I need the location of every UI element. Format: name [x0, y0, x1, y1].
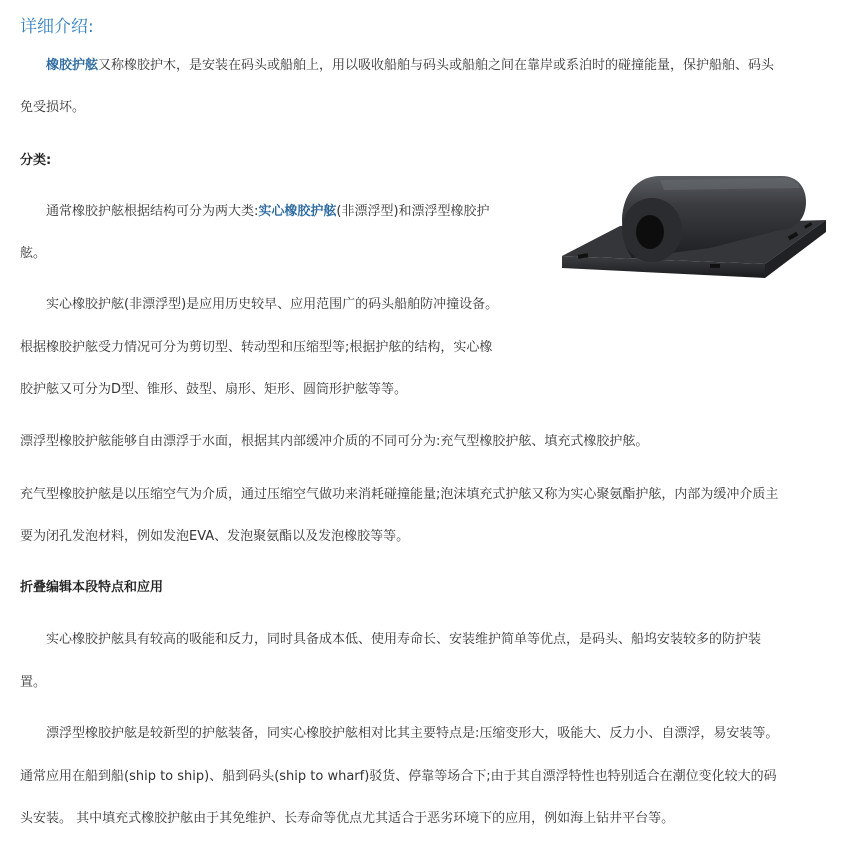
features-float-line-3: 头安装。 其中填充式橡胶护舷由于其免维护、长寿命等优点尤其适合于恶劣环境下的应用，例如海上钻井平台等。: [20, 811, 675, 826]
classify-title: 分类:: [20, 153, 52, 168]
classify-line-1: 通常橡胶护舷根据结构可分为两大类:实心橡胶护舷(非漂浮型)和漂浮型橡胶护: [46, 204, 490, 219]
features-title: 折叠编辑本段特点和应用: [20, 580, 164, 595]
section-heading: 详细介绍:: [20, 17, 94, 37]
inflatable-line-2: 要为闭孔发泡材料，例如发泡EVA、发泡聚氨酯以及发泡橡胶等等。: [20, 529, 410, 544]
features-solid-line-2: 置。: [20, 675, 47, 690]
floating-paragraph: 漂浮型橡胶护舷能够自由漂浮于水面，根据其内部缓冲介质的不同可分为:充气型橡胶护舷、填充式橡胶护舷。: [20, 434, 649, 449]
features-float-line-2: 通常应用在船到船(ship to ship)、船到码头(ship to wharf)驳货、停靠等场合下;由于其自漂浮特性也特别适合在潮位变化较大的码: [20, 769, 777, 784]
solid-line-1: 实心橡胶护舷(非漂浮型)是应用历史较早、应用范围广的码头船舶防冲撞设备。: [46, 297, 499, 312]
intro-line-1: 橡胶护舷又称橡胶护木，是安装在码头或船舶上，用以吸收船舶与码头或船舶之间在靠岸或系泊时的碰撞能量，保护船舶、码头: [46, 58, 775, 73]
rubber-fender-image: [560, 168, 828, 283]
intro-line-2: 免受损坏。: [20, 100, 86, 115]
inflatable-line-1: 充气型橡胶护舷是以压缩空气为介质，通过压缩空气做功来消耗碰撞能量;泡沫填充式护舷又称为实心聚氨酯护舷，内部为缓冲介质主: [20, 487, 779, 502]
solid-line-3: 胶护舷又可分为D型、锥形、鼓型、扇形、矩形、圆筒形护舷等等。: [20, 382, 408, 397]
features-solid-line-1: 实心橡胶护舷具有较高的吸能和反力，同时具备成本低、使用寿命长、安装维护简单等优点，是码头、船坞安装较多的防护装: [46, 632, 762, 647]
features-float-line-1: 漂浮型橡胶护舷是较新型的护舷装备，同实心橡胶护舷相对比其主要特点是:压缩变形大，吸能大、反力小、自漂浮，易安装等。: [46, 726, 779, 741]
solid-line-2: 根据橡胶护舷受力情况可分为剪切型、转动型和压缩型等;根据护舷的结构，实心橡: [20, 340, 493, 355]
rubber-fender-link[interactable]: 橡胶护舷: [46, 58, 99, 73]
classify-line-2: 舷。: [20, 246, 47, 261]
solid-fender-link[interactable]: 实心橡胶护舷: [258, 204, 337, 219]
